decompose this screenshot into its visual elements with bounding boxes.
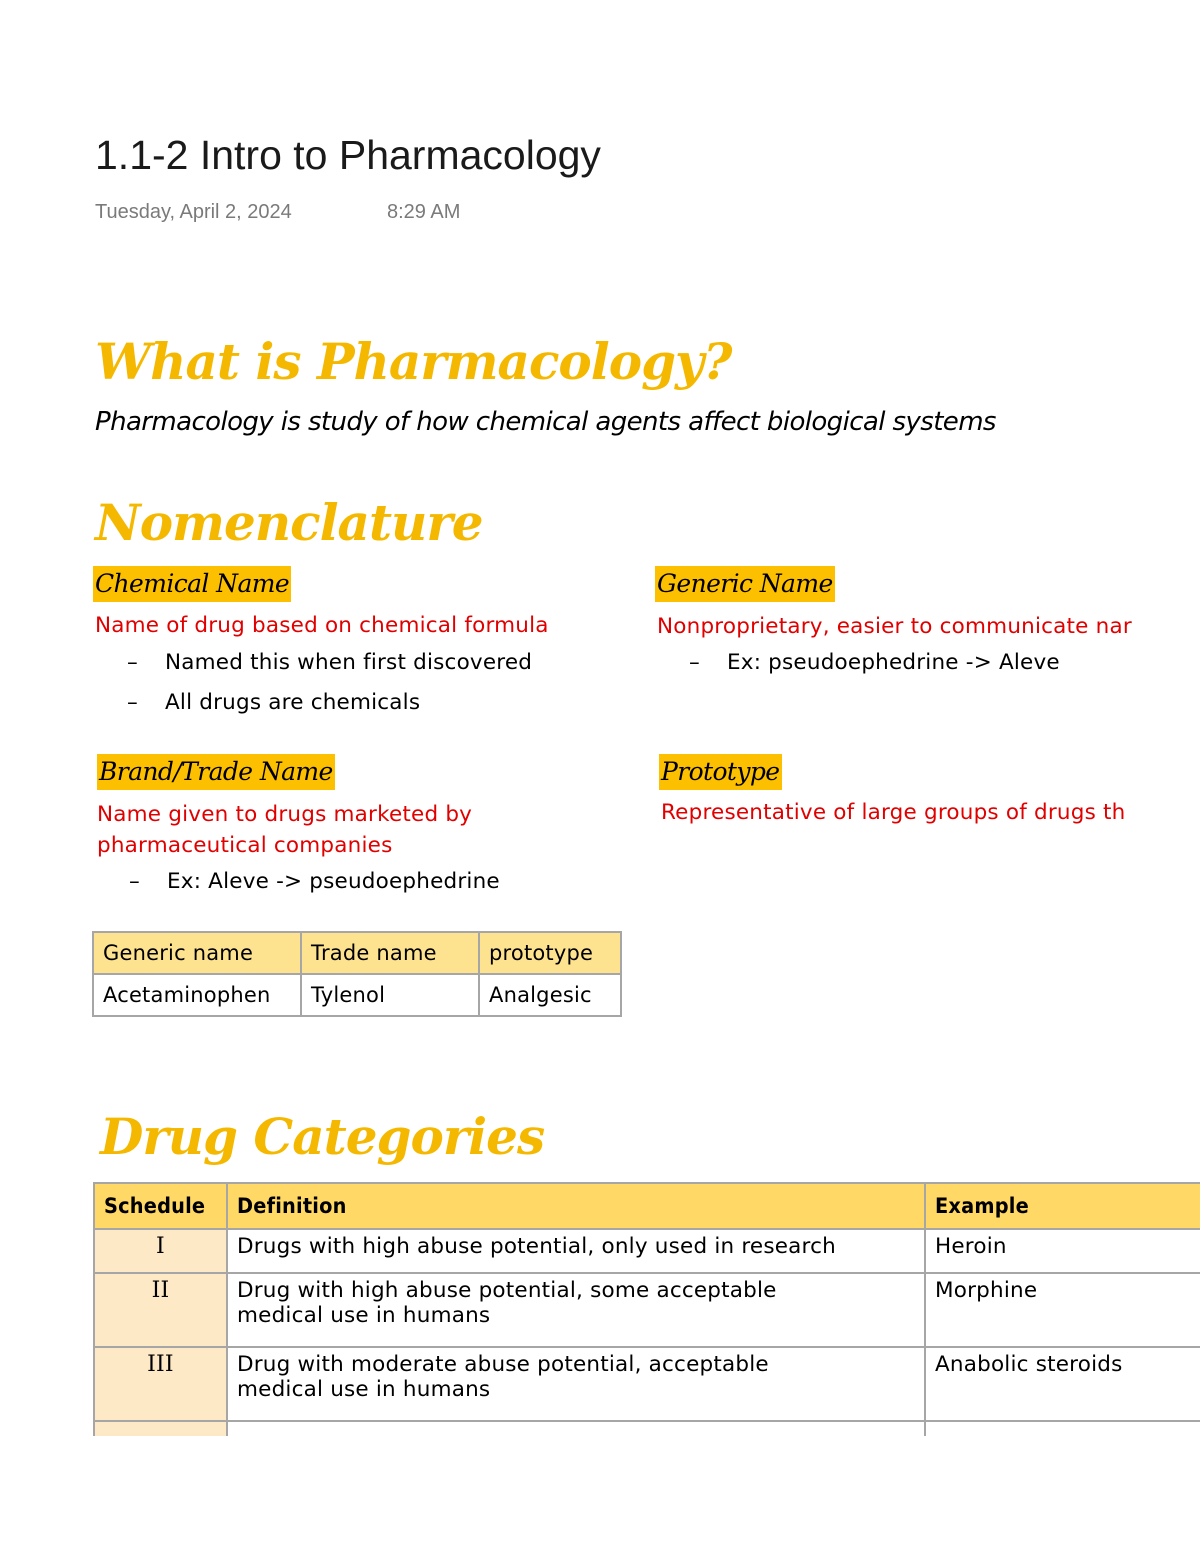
page-date: Tuesday, April 2, 2024 xyxy=(95,201,292,223)
table-header-row xyxy=(93,932,621,974)
example-cell: Heroin xyxy=(925,1229,1200,1273)
list-item: – Ex: pseudoephedrine -> Aleve xyxy=(689,650,1060,675)
table-row xyxy=(94,1347,1200,1421)
heading-drug-categories: Drug Categories xyxy=(100,1107,545,1166)
table-cell: Analgesic xyxy=(479,974,621,1016)
table-cell: Acetaminophen xyxy=(93,974,301,1016)
table-header-cell: Trade name xyxy=(301,932,479,974)
heading-nomenclature: Nomenclature xyxy=(95,493,483,552)
list-item: – All drugs are chemicals xyxy=(127,690,421,715)
page-time: 8:29 AM xyxy=(387,201,461,223)
example-cell: Morphine xyxy=(925,1273,1200,1347)
brand-name-definition-line1: Name given to drugs marketed by xyxy=(97,802,473,827)
table-row xyxy=(94,1229,1200,1273)
prototype-heading: Prototype xyxy=(659,754,782,790)
definition-cell: Drug with high abuse potential, some acceptable medical use in humans xyxy=(227,1273,925,1347)
table-row xyxy=(93,974,621,1016)
generic-name-heading: Generic Name xyxy=(655,566,835,602)
table-header-cell: Generic name xyxy=(93,932,301,974)
schedule-cell: II xyxy=(94,1273,227,1347)
definition-cell: Drugs with high abuse potential, only used in research xyxy=(227,1229,925,1273)
nomenclature-table xyxy=(92,931,622,1017)
table-cell: Tylenol xyxy=(301,974,479,1016)
schedule-cell: I xyxy=(94,1229,227,1273)
table-header-cell: Definition xyxy=(227,1183,925,1229)
table-header-cell: Schedule xyxy=(94,1183,227,1229)
generic-name-definition: Nonproprietary, easier to communicate nar xyxy=(657,614,1132,639)
prototype-definition: Representative of large groups of drugs th xyxy=(661,800,1126,825)
table-header-row xyxy=(94,1183,1200,1229)
brand-name-definition-line2: pharmaceutical companies xyxy=(97,833,393,858)
table-header-cell: Example xyxy=(925,1183,1200,1229)
table-header-cell: prototype xyxy=(479,932,621,974)
chemical-name-heading: Chemical Name xyxy=(93,566,291,602)
chemical-name-definition: Name of drug based on chemical formula xyxy=(95,613,549,638)
table-row xyxy=(94,1273,1200,1347)
schedule-cell: III xyxy=(94,1347,227,1421)
definition-cell: Drug with moderate abuse potential, acceptable medical use in humans xyxy=(227,1347,925,1421)
brand-name-heading: Brand/Trade Name xyxy=(97,754,335,790)
example-cell: Anabolic steroids xyxy=(925,1347,1200,1421)
heading-what-is-pharmacology: What is Pharmacology? xyxy=(95,332,732,391)
list-item: – Ex: Aleve -> pseudoephedrine xyxy=(129,869,500,894)
list-item: – Named this when first discovered xyxy=(127,650,533,675)
page-bottom-margin xyxy=(0,1436,1200,1553)
page-title: 1.1-2 Intro to Pharmacology xyxy=(95,132,601,178)
pharmacology-definition: Pharmacology is study of how chemical agents affect biological systems xyxy=(95,407,996,437)
